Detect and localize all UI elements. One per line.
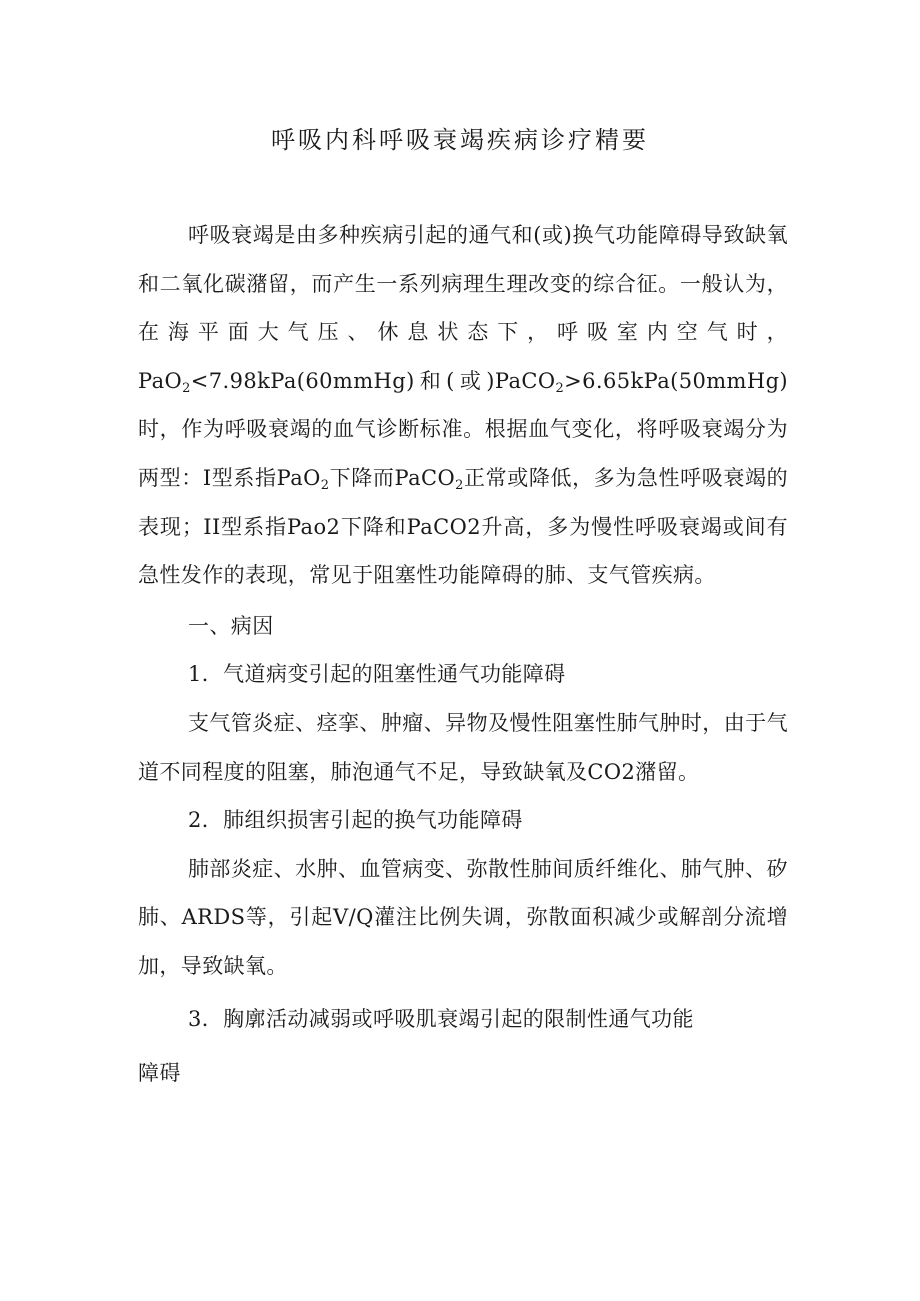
document-body (138, 211, 788, 1098)
subscript-2: 2 (555, 380, 565, 396)
item-2-heading: 2．肺组织损害引起的换气功能障碍 (188, 808, 523, 833)
intro-text-1: 呼吸衰竭是由多种疾病引起的通气和(或)换气功能障碍导致缺氧和二氧化碳潴留，而产生一系列病理生理改变的综合征。一般认为，在海平面大气压、休息状态下，呼吸室内空气时，PaO (138, 223, 788, 393)
intro-text-3: >6.65kPa(50mmHg)时，作为呼吸衰竭的血气诊断标准。根据血气变化，将呼吸衰竭分为两型：I型系指PaO (138, 368, 788, 490)
intro-text-2: <7.98kPa(60mmHg)和(或)PaCO (190, 368, 556, 393)
section-heading-etiology: 一、病因 (188, 613, 274, 638)
intro-paragraph (138, 211, 788, 600)
item-3-heading: 3．胸廓活动减弱或呼吸肌衰竭引起的限制性通气功能 (188, 1006, 694, 1031)
item-2-text: 肺部炎症、水肿、血管病变、弥散性肺间质纤维化、肺气肿、矽肺、ARDS等，引起V/Q灌注比例失调，弥散面积减少或解剖分流增加，导致缺氧。 (138, 856, 788, 978)
subscript-2: 2 (182, 380, 191, 396)
item-1-heading: 1．气道病变引起的阻塞性通气功能障碍 (188, 662, 566, 687)
intro-text-5: 正常或降低，多为急性呼吸衰竭的表现；II型系指Pao2下降和PaCO2升高，多为慢性呼吸衰竭或间有急性发作的表现，常见于阻塞性功能障碍的肺、支气管疾病。 (138, 465, 789, 588)
item-1-text: 支气管炎症、痉挛、肿瘤、异物及慢性阻塞性肺气肿时，由于气道不同程度的阻塞，肺泡通气不足，导致缺氧及CO2潴留。 (138, 710, 788, 784)
item-3-heading-continued: 障碍 (138, 1061, 181, 1086)
subscript-2: 2 (320, 477, 330, 493)
intro-text-4: 下降而PaCO (329, 465, 456, 490)
subscript-2: 2 (455, 477, 464, 493)
document-title: 呼吸内科呼吸衰竭疾病诊疗精要 (271, 126, 649, 154)
